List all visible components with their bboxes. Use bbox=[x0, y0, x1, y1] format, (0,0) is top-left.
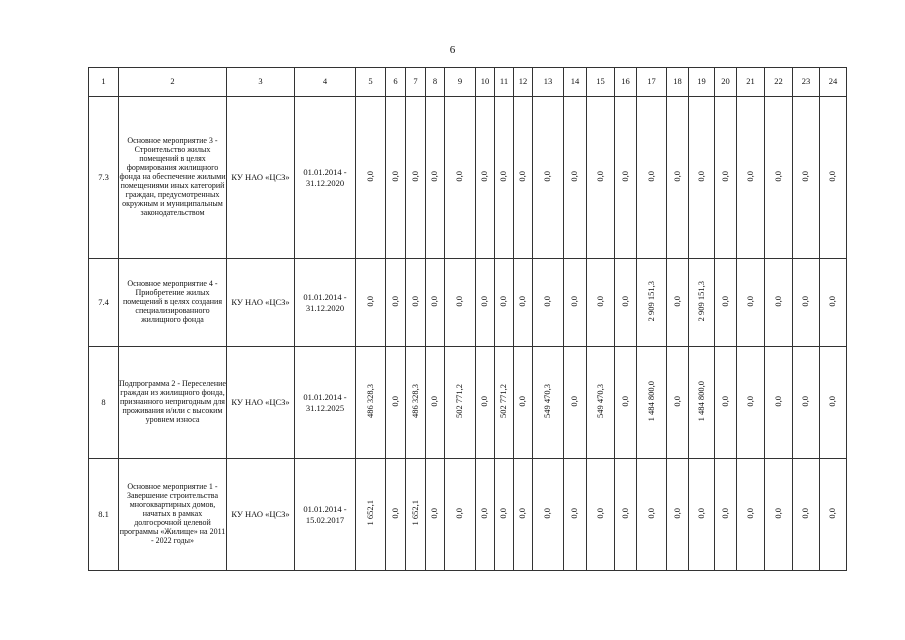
value-text: 0,0 bbox=[429, 507, 440, 519]
value-cell bbox=[793, 459, 820, 571]
value-text: 0,0 bbox=[542, 507, 553, 519]
value-cell bbox=[587, 259, 615, 347]
value-cell bbox=[426, 97, 445, 259]
value-cell bbox=[356, 259, 386, 347]
value-cell bbox=[476, 259, 495, 347]
value-cell bbox=[689, 347, 715, 459]
value-text: 0,0 bbox=[645, 170, 656, 182]
row-number: 7.3 bbox=[89, 97, 119, 259]
value-cell bbox=[667, 459, 689, 571]
header-cell: 20 bbox=[715, 68, 737, 97]
value-cell bbox=[564, 347, 587, 459]
row-executor: КУ НАО «ЦСЗ» bbox=[227, 347, 295, 459]
value-text: 0,0 bbox=[800, 170, 811, 182]
value-text: 0,0 bbox=[517, 170, 528, 182]
value-cell bbox=[793, 259, 820, 347]
value-text: 1 652,1 bbox=[409, 500, 420, 526]
row-period: 01.01.2014 - 15.02.2017 bbox=[295, 459, 356, 571]
value-text: 0,0 bbox=[827, 395, 838, 407]
value-cell bbox=[737, 459, 765, 571]
header-cell: 18 bbox=[667, 68, 689, 97]
value-cell bbox=[533, 459, 564, 571]
value-cell bbox=[637, 459, 667, 571]
value-text: 0,0 bbox=[498, 295, 509, 307]
value-text: 549 470,3 bbox=[594, 384, 605, 419]
value-text: 0,0 bbox=[517, 395, 528, 407]
value-cell bbox=[476, 97, 495, 259]
value-cell bbox=[737, 347, 765, 459]
table-row bbox=[89, 347, 847, 459]
value-text: 0,0 bbox=[671, 170, 682, 182]
value-cell bbox=[445, 259, 476, 347]
value-cell bbox=[564, 259, 587, 347]
value-cell bbox=[426, 459, 445, 571]
value-text: 0,0 bbox=[719, 295, 730, 307]
value-text: 0,0 bbox=[744, 170, 755, 182]
value-cell bbox=[495, 259, 514, 347]
value-cell bbox=[715, 97, 737, 259]
value-cell bbox=[495, 97, 514, 259]
value-cell bbox=[564, 459, 587, 571]
row-period: 01.01.2014 - 31.12.2020 bbox=[295, 97, 356, 259]
header-cell: 1 bbox=[89, 68, 119, 97]
value-cell bbox=[386, 97, 406, 259]
value-cell bbox=[715, 347, 737, 459]
value-cell bbox=[386, 259, 406, 347]
value-text: 0,0 bbox=[619, 170, 630, 182]
header-cell: 12 bbox=[514, 68, 533, 97]
value-text: 0,0 bbox=[569, 507, 580, 519]
value-text: 1 652,1 bbox=[364, 500, 375, 526]
value-text: 0,0 bbox=[454, 507, 465, 519]
value-cell bbox=[356, 97, 386, 259]
value-cell bbox=[476, 347, 495, 459]
value-text: 0,0 bbox=[569, 170, 580, 182]
value-text: 0,0 bbox=[772, 295, 783, 307]
value-text: 0,0 bbox=[645, 507, 656, 519]
header-cell: 16 bbox=[615, 68, 637, 97]
value-text: 0,0 bbox=[695, 170, 706, 182]
value-cell bbox=[406, 259, 426, 347]
value-text: 0,0 bbox=[695, 507, 706, 519]
header-cell: 17 bbox=[637, 68, 667, 97]
value-cell bbox=[737, 259, 765, 347]
value-cell bbox=[406, 459, 426, 571]
value-text: 0,0 bbox=[827, 170, 838, 182]
value-cell bbox=[587, 347, 615, 459]
value-text: 1 484 800,0 bbox=[695, 380, 706, 422]
header-cell: 23 bbox=[793, 68, 820, 97]
value-text: 0,0 bbox=[619, 395, 630, 407]
value-cell bbox=[820, 97, 847, 259]
value-text: 0,0 bbox=[594, 295, 605, 307]
row-period: 01.01.2014 - 31.12.2020 bbox=[295, 259, 356, 347]
value-text: 0,0 bbox=[594, 170, 605, 182]
value-text: 0,0 bbox=[772, 170, 783, 182]
value-cell bbox=[765, 347, 793, 459]
value-cell bbox=[495, 347, 514, 459]
value-cell bbox=[514, 259, 533, 347]
value-text: 0,0 bbox=[409, 170, 420, 182]
value-cell bbox=[386, 459, 406, 571]
header-cell: 21 bbox=[737, 68, 765, 97]
value-cell bbox=[386, 347, 406, 459]
value-text: 0,0 bbox=[479, 170, 490, 182]
row-description: Основное мероприятие 1 - Завершение строительства многоквартирных домов, начатых в рамках долгосрочной целевой программы «Жилище» на 2011 - 2022 годы» bbox=[119, 459, 227, 571]
value-cell bbox=[587, 97, 615, 259]
header-cell: 6 bbox=[386, 68, 406, 97]
header-cell: 15 bbox=[587, 68, 615, 97]
row-description: Подпрограмма 2 - Переселение граждан из жилищного фонда, признанного непригодным для проживания и/или с высоким уровнем износа bbox=[119, 347, 227, 459]
value-cell bbox=[445, 97, 476, 259]
value-text: 0,0 bbox=[364, 170, 375, 182]
value-cell bbox=[356, 347, 386, 459]
value-text: 0,0 bbox=[827, 507, 838, 519]
value-text: 0,0 bbox=[517, 507, 528, 519]
table-row bbox=[89, 459, 847, 571]
value-text: 0,0 bbox=[542, 295, 553, 307]
header-cell: 24 bbox=[820, 68, 847, 97]
header-cell: 2 bbox=[119, 68, 227, 97]
value-text: 0,0 bbox=[719, 395, 730, 407]
value-cell bbox=[689, 459, 715, 571]
value-text: 0,0 bbox=[619, 295, 630, 307]
header-cell: 4 bbox=[295, 68, 356, 97]
value-cell bbox=[637, 347, 667, 459]
row-number: 8.1 bbox=[89, 459, 119, 571]
table-row bbox=[89, 259, 847, 347]
header-row bbox=[89, 68, 847, 97]
value-text: 0,0 bbox=[827, 295, 838, 307]
header-cell: 13 bbox=[533, 68, 564, 97]
value-cell bbox=[587, 459, 615, 571]
value-cell bbox=[356, 459, 386, 571]
value-text: 0,0 bbox=[671, 395, 682, 407]
value-cell bbox=[765, 459, 793, 571]
value-text: 0,0 bbox=[517, 295, 528, 307]
row-executor: КУ НАО «ЦСЗ» bbox=[227, 459, 295, 571]
value-text: 0,0 bbox=[454, 170, 465, 182]
value-text: 0,0 bbox=[498, 507, 509, 519]
value-cell bbox=[514, 459, 533, 571]
value-text: 502 771,2 bbox=[454, 384, 465, 419]
value-cell bbox=[514, 97, 533, 259]
value-cell bbox=[514, 347, 533, 459]
value-cell bbox=[820, 259, 847, 347]
value-cell bbox=[615, 97, 637, 259]
value-text: 0,0 bbox=[569, 395, 580, 407]
value-cell bbox=[637, 259, 667, 347]
value-cell bbox=[406, 347, 426, 459]
value-cell bbox=[820, 347, 847, 459]
page-number: 6 bbox=[449, 44, 456, 56]
header-cell: 8 bbox=[426, 68, 445, 97]
value-text: 0,0 bbox=[389, 395, 400, 407]
header-cell: 10 bbox=[476, 68, 495, 97]
value-text: 0,0 bbox=[800, 295, 811, 307]
header-cell: 22 bbox=[765, 68, 793, 97]
value-cell bbox=[667, 259, 689, 347]
value-text: 0,0 bbox=[619, 507, 630, 519]
value-cell bbox=[667, 347, 689, 459]
value-cell bbox=[715, 259, 737, 347]
value-text: 0,0 bbox=[569, 295, 580, 307]
value-text: 2 909 151,3 bbox=[695, 280, 706, 322]
value-cell bbox=[426, 259, 445, 347]
value-cell bbox=[689, 259, 715, 347]
value-text: 0,0 bbox=[498, 170, 509, 182]
value-text: 0,0 bbox=[744, 395, 755, 407]
value-text: 0,0 bbox=[479, 507, 490, 519]
table-row bbox=[89, 97, 847, 259]
header-cell: 14 bbox=[564, 68, 587, 97]
value-cell bbox=[533, 259, 564, 347]
value-text: 0,0 bbox=[594, 507, 605, 519]
header-cell: 5 bbox=[356, 68, 386, 97]
value-cell bbox=[793, 347, 820, 459]
value-text: 0,0 bbox=[429, 170, 440, 182]
value-text: 0,0 bbox=[479, 395, 490, 407]
value-cell bbox=[637, 97, 667, 259]
value-cell bbox=[615, 259, 637, 347]
value-cell bbox=[445, 347, 476, 459]
header-cell: 11 bbox=[495, 68, 514, 97]
value-text: 0,0 bbox=[800, 395, 811, 407]
header-cell: 19 bbox=[689, 68, 715, 97]
value-text: 0,0 bbox=[409, 295, 420, 307]
value-cell bbox=[715, 459, 737, 571]
row-description: Основное мероприятие 4 - Приобретение жилых помещений в целях создания специализированного жилищного фонда bbox=[119, 259, 227, 347]
program-table bbox=[88, 67, 847, 571]
row-period: 01.01.2014 - 31.12.2025 bbox=[295, 347, 356, 459]
value-text: 0,0 bbox=[671, 507, 682, 519]
row-number: 7.4 bbox=[89, 259, 119, 347]
value-cell bbox=[820, 459, 847, 571]
value-text: 0,0 bbox=[744, 507, 755, 519]
value-text: 502 771,2 bbox=[498, 384, 509, 419]
value-text: 0,0 bbox=[364, 295, 375, 307]
value-cell bbox=[445, 459, 476, 571]
value-cell bbox=[689, 97, 715, 259]
value-text: 1 484 800,0 bbox=[645, 380, 656, 422]
value-text: 0,0 bbox=[389, 295, 400, 307]
header-cell: 7 bbox=[406, 68, 426, 97]
header-cell: 3 bbox=[227, 68, 295, 97]
value-text: 0,0 bbox=[772, 507, 783, 519]
value-text: 2 909 151,3 bbox=[645, 280, 656, 322]
value-cell bbox=[533, 97, 564, 259]
value-cell bbox=[615, 459, 637, 571]
value-text: 0,0 bbox=[671, 295, 682, 307]
value-cell bbox=[737, 97, 765, 259]
value-text: 486 328,3 bbox=[364, 384, 375, 419]
value-text: 0,0 bbox=[542, 170, 553, 182]
value-text: 0,0 bbox=[479, 295, 490, 307]
value-cell bbox=[426, 347, 445, 459]
value-cell bbox=[476, 459, 495, 571]
value-cell bbox=[793, 97, 820, 259]
value-cell bbox=[765, 97, 793, 259]
row-number: 8 bbox=[89, 347, 119, 459]
value-text: 0,0 bbox=[719, 507, 730, 519]
row-description: Основное мероприятие 3 - Строительство жилых помещений в целях формирования жилищного фонда на обеспечение жилыми помещениями иных категорий граждан, предусмотренных окружным и муниципальным законодательством bbox=[119, 97, 227, 259]
row-executor: КУ НАО «ЦСЗ» bbox=[227, 259, 295, 347]
value-text: 0,0 bbox=[429, 395, 440, 407]
value-cell bbox=[533, 347, 564, 459]
value-text: 486 328,3 bbox=[409, 384, 420, 419]
header-cell: 9 bbox=[445, 68, 476, 97]
value-cell bbox=[765, 259, 793, 347]
value-text: 0,0 bbox=[389, 507, 400, 519]
value-text: 0,0 bbox=[389, 170, 400, 182]
value-text: 549 470,3 bbox=[542, 384, 553, 419]
value-text: 0,0 bbox=[772, 395, 783, 407]
value-cell bbox=[406, 97, 426, 259]
value-cell bbox=[564, 97, 587, 259]
value-text: 0,0 bbox=[800, 507, 811, 519]
value-text: 0,0 bbox=[429, 295, 440, 307]
row-executor: КУ НАО «ЦСЗ» bbox=[227, 97, 295, 259]
value-cell bbox=[667, 97, 689, 259]
value-text: 0,0 bbox=[454, 295, 465, 307]
value-cell bbox=[615, 347, 637, 459]
value-cell bbox=[495, 459, 514, 571]
value-text: 0,0 bbox=[744, 295, 755, 307]
value-text: 0,0 bbox=[719, 170, 730, 182]
